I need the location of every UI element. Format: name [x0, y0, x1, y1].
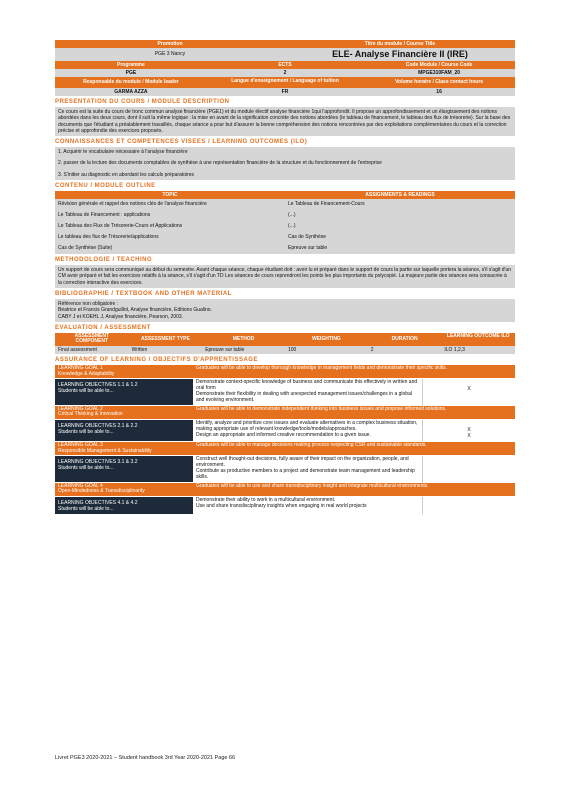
bibliography-line: Béatrice et Francis Grandguillot, Analyse financière, Editions Gualino. — [58, 307, 212, 314]
goal-row — [55, 365, 515, 380]
header-row-3-labels — [55, 77, 515, 88]
learning-objective-description: Demonstrate context-specific knowledge of business and communicate this effectively in written and oral form Demonstrate their flexibility in dealing with unexpected management issues/challenges in a global and evolving environment. — [193, 379, 423, 405]
evaluation-header-row — [55, 333, 515, 346]
eval-weighting: 100 — [285, 346, 368, 354]
learning-objective: LEARNING OBJECTIVES 2.1 & 2.2 Students will be able to... — [55, 420, 193, 442]
objective-mark — [423, 497, 515, 515]
methodology-text: Un support de cours sera communiqué au début du semestre. Avant chaque séance, chaque étudiant doit : avoir lu et préparé dans le support de cours la partie sur laquelle portera la séance, s'il s'agit d'un CM avoir préparé et fait les exercices relatifs à la séance, s'il s'agit d'un TD Les séances de cours reprendront les points les plus importants du polycopié. La majeure partie des séances sera consacrée à la correction interactive des exercices. — [55, 265, 515, 288]
label-language: Langue d'enseignement / Language of tuition — [207, 77, 363, 88]
eval-header-ilo: LEARNING OUTCOME ILO — [441, 333, 515, 346]
learning-goal-description: Graduates will be able to manage decisions making process respecting CSR and sustainable standards. — [193, 442, 515, 457]
outline-header-assignments: ASSIGNMENTS & READINGS — [285, 191, 515, 199]
learning-objective-description: Construct well thought-out decisions, fully aware of their impact on the organization, people, and environment. Contribute as productive members to a project and demonstrate team management and leadership skills. — [193, 456, 423, 482]
evaluation-row — [55, 346, 515, 354]
section-title-methodology: METHODOLOGIE / TEACHING — [55, 257, 153, 264]
assurance-table — [55, 365, 515, 515]
presentation-text: Ce cours est la suite du cours de tronc commun analyse financière (PGE1) et du module électif analyse financière 1qui l'approfondit. Il propose un approfondissement et un élargissement des notions abordées dans les deux cours, dont il suit la même logique : la mise en avant de la signification concrète des notions abordées (le tableau de financement, le tableau des flux de trésorerie). Sur la base des documents que l'étudiant a préalablement travaillés, chaque séance a pour but d'assurer la bonne compréhension des notions rencontrées par des exploitations complémentaires du cours et la correction précise et approfondie des exercices proposés. — [55, 107, 515, 136]
objective-mark: X X — [423, 420, 515, 442]
section-title-presentation: PRESENTATION DU COURS / MODULE DESCRIPTION — [55, 99, 230, 105]
label-promotion: Promotion — [55, 40, 285, 48]
bibliography-line: Référence non obligatoire : — [58, 300, 119, 307]
label-programme: Programme — [55, 61, 207, 69]
eval-header-type: ASSESSMENT TYPE — [129, 333, 203, 346]
outline-assignment: Cas de Synthèse — [285, 232, 515, 243]
eval-header-duration: DURATION — [368, 333, 442, 346]
learning-objective-description: Demonstrate their ability to work in a multicultural environment. Use and share transdisciplinary insights when engaging in real world projects — [193, 497, 423, 515]
section-title-outline: CONTENU / MODULE OUTLINE — [55, 183, 156, 190]
eval-duration: 2 — [368, 346, 442, 354]
outline-header-row — [55, 191, 515, 199]
eval-component: Final assessment — [55, 346, 129, 354]
outline-assignment: (...) — [285, 210, 515, 221]
learning-objective: LEARNING OBJECTIVES 1.1 & 1.2 Students will be able to... — [55, 379, 193, 405]
label-ects: ECTS — [207, 61, 363, 69]
outline-topic: Révision générale et rappel des notions clés de l'analyse financière — [55, 199, 285, 210]
objective-mark: X — [423, 379, 515, 405]
header-row-3-values — [55, 88, 515, 96]
course-sheet — [55, 40, 515, 515]
learning-goal-description: Graduates will be able to develop thorough knowledge in management fields and demonstrate their specific skills. — [193, 365, 515, 380]
value-programme: PGE — [55, 69, 207, 77]
objective-mark — [423, 456, 515, 482]
learning-objective-description: Identify, analyze and prioritize core issues and evaluate alternatives in a complex business situation, making appropriate use of relevant knowledge/tools/models/approaches. Design an appropriate and informed creative recommendation to a given issue. — [193, 420, 423, 442]
learning-outcome-1: 1. Acquérir le vocabulaire nécessaire à l'analyse financière — [58, 149, 188, 156]
learning-goal: LEARNING GOAL 3 Responsible Management & Sustainability — [55, 442, 193, 457]
value-ects: 2 — [207, 69, 363, 77]
outline-header-topic: TOPIC — [55, 191, 285, 199]
learning-objective: LEARNING OBJECTIVES 4.1 & 4.2 Students will be able to... — [55, 497, 193, 515]
eval-header-method: METHOD — [202, 333, 285, 346]
learning-outcome-3: 3. S'initier au diagnostic en abordant les calculs préparatoires — [58, 171, 195, 178]
course-title: ELE- Analyse Financière II (IRE) — [285, 48, 515, 61]
learning-outcomes-box — [55, 147, 515, 180]
eval-type: Written — [129, 346, 203, 354]
header-row-1-values — [55, 48, 515, 61]
section-title-learning-outcomes: CONNAISSANCES ET COMPETENCES VISEES / LEARNING OUTCOMES (ILO) — [55, 139, 308, 146]
eval-header-weighting: WEIGHTING — [285, 333, 368, 346]
outline-row — [55, 199, 515, 210]
outline-row — [55, 232, 515, 243]
label-title: Titre du module / Course Title — [285, 40, 515, 48]
outline-topic: Cas de Synthèse (Suite) — [55, 243, 285, 254]
eval-header-component: ASSESSMENT COMPONENT — [55, 333, 129, 346]
learning-goal: LEARNING GOAL 1 Knowledge & Adaptability — [55, 365, 193, 380]
outline-assignment: Epreuve sur table — [285, 243, 515, 254]
page-footer: Livret PGE3 2020-2021 – Student handbook 3rd Year 2020-2021 Page 66 — [55, 755, 236, 761]
outline-topic: Le Tableau de Financement : applications — [55, 210, 285, 221]
eval-ilo: ILO 1,2,3 — [441, 346, 515, 354]
outline-row — [55, 221, 515, 232]
section-title-assurance: ASSURANCE OF LEARNING / OBJECTIFS D'APPRENTISSAGE — [55, 356, 258, 363]
value-code: MPGE310FAM_20 — [363, 69, 515, 77]
objective-row — [55, 379, 515, 405]
objective-row — [55, 497, 515, 515]
label-code: Code Module / Course Code — [363, 61, 515, 69]
header-row-2-labels — [55, 61, 515, 69]
value-module-leader: GARMA AZZA — [55, 88, 207, 96]
learning-objective: LEARNING OBJECTIVES 3.1 & 3.2 Students will be able to... — [55, 456, 193, 482]
value-promotion: PGE 3 Nancy — [55, 48, 285, 61]
learning-outcome-2: 2. passer de la lecture des documents comptables de synthèse à une représentation financière de la structure et du fonctionnement de l'entreprise — [58, 160, 382, 167]
section-title-bibliography: BIBLIOGRAPHIE / TEXTBOOK AND OTHER MATERIAL — [55, 290, 232, 297]
goal-row — [55, 442, 515, 457]
value-hours: 16 — [363, 88, 515, 96]
learning-goal: LEARNING GOAL 2 Critical Thinking & Innovation — [55, 406, 193, 421]
outline-assignment: (...) — [285, 221, 515, 232]
learning-goal-description: Graduates will be able to demonstrate independent thinking into business issues and propose informed solutions. — [193, 406, 515, 421]
section-title-evaluation: EVALUATION / ASSESSMENT — [55, 324, 151, 331]
outline-topic: Le tableau des flux de Trésorerie/applications — [55, 232, 285, 243]
outline-topic: Le Tableau des Flux de Trésorerie-Cours et Applications — [55, 221, 285, 232]
header-row-1-labels — [55, 40, 515, 48]
label-hours: Volume horaire / Class contact hours — [363, 77, 515, 88]
value-language: FR — [207, 88, 363, 96]
learning-goal-description: Graduates will be able to use and share transdisciplinary insight and integrate multicultural environments. — [193, 483, 515, 498]
header-row-2-values — [55, 69, 515, 77]
goal-row — [55, 406, 515, 421]
label-module-leader: Responsable du module / Module leader — [55, 77, 207, 88]
goal-row — [55, 483, 515, 498]
outline-row — [55, 210, 515, 221]
learning-goal: LEARNING GOAL 4 Open-Mindedness & Transdisciplinarity — [55, 483, 193, 498]
outline-row — [55, 243, 515, 254]
outline-assignment: Le Tableau de Financement-Cours — [285, 199, 515, 210]
bibliography-line: CABY J et KOEHL J, Analyse financière, Pearson, 2003. — [58, 313, 184, 320]
bibliography-box — [55, 299, 515, 322]
eval-method: Epreuve sur table — [202, 346, 285, 354]
objective-row — [55, 456, 515, 482]
objective-row — [55, 420, 515, 442]
